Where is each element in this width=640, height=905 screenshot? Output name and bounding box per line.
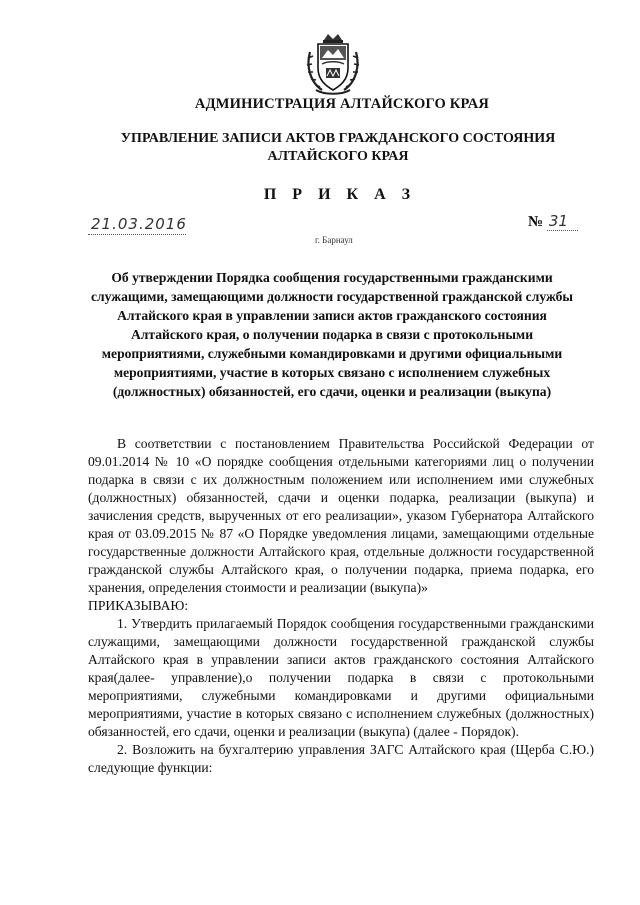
item-1-paragraph: 1. Утвердить прилагаемый Порядок сообщения государственными гражданскими служащими, замещающими должности государственной гражданской службы Алтайского края в управлении записи актов гражданского состояния Алтайского края(далее- управление),о получении подарка в связи с протокольными мероприятиями, служебными командировками и другими официальными мероприятиями, участие в которых связано с исполнением служебных (должностных) обязанностей, его сдачи, оценки и реализации (выкупа) (далее - Порядок).: [88, 616, 594, 739]
department-heading-line2: АЛТАЙСКОГО КРАЯ: [267, 149, 409, 164]
administration-heading: АДМИНИСТРАЦИЯ АЛТАЙСКОГО КРАЯ: [194, 96, 490, 112]
document-type: П Р И К А З: [263, 186, 417, 203]
order-number: [528, 212, 578, 231]
item-2-paragraph: 2. Возложить на бухгалтерию управления ЗАГС Алтайского края (Щерба С.Ю.) следующие функции:: [88, 742, 594, 775]
order-body: [88, 435, 594, 777]
order-date: 21.03.2016: [91, 215, 187, 233]
city-label: г. Барнаул: [315, 235, 353, 245]
department-heading-line1: УПРАВЛЕНИЕ ЗАПИСИ АКТОВ ГРАЖДАНСКОГО СОСТОЯНИЯ: [120, 131, 556, 146]
department-heading: [18, 130, 640, 166]
number-value: 31: [547, 212, 578, 231]
number-label: №: [528, 214, 544, 230]
preamble-paragraph: В соответствии с постановлением Правительства Российской Федерации от 09.01.2014 № 10 «О порядке сообщения отдельными категориями лиц о получении подарка в связи с их должностным положением или исполнением ими служебных (должностных) обязанностей, сдачи и оценки подарка, реализации (выкупа) и зачисления средств, вырученных от его реализации», указом Губернатора Алтайского края от 03.09.2015 № 87 «О Порядке уведомления лицами, замещающими отдельные государственные должности Алтайского края, отдельные должности государственной гражданской службы Алтайского края, о получении подарка, приема подарка, его хранения, определения стоимости и реализации (выкупа)»: [88, 436, 594, 595]
altai-coat-of-arms-icon: [302, 30, 364, 96]
order-word: ПРИКАЗЫВАЮ:: [88, 598, 189, 613]
order-title: Об утверждении Порядка сообщения государственными гражданскими служащими, замещающими должности государственной гражданской службы Алтайского края в управлении записи актов гражданского состояния Алтайского края, о получении подарка в связи с протокольными мероприятиями, служебными командировками и другими официальными мероприятиями, участие в которых связано с исполнением служебных (должностных) обязанностей, его сдачи, оценки и реализации (выкупа): [90, 270, 574, 399]
date-underline: [88, 234, 186, 235]
